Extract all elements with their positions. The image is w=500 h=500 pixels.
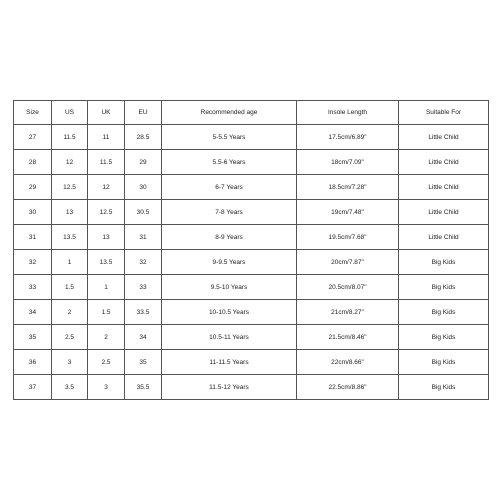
cell-recommended-age: 9.5-10 Years: [162, 275, 297, 300]
cell-insole-length: 18cm/7.09": [297, 150, 399, 175]
cell-suitable-for: Big Kids: [399, 250, 488, 275]
cell-insole-length: 20cm/7.87": [297, 250, 399, 275]
size-chart-table: [13, 100, 489, 400]
cell-us: 1: [52, 250, 88, 275]
cell-us: 2: [52, 300, 88, 325]
cell-us: 11.5: [52, 125, 88, 150]
cell-size: 35: [14, 325, 52, 350]
cell-insole-length: 22cm/8.66": [297, 350, 399, 375]
cell-us: 1.5: [52, 275, 88, 300]
cell-uk: 1: [88, 275, 125, 300]
cell-recommended-age: 5-5.5 Years: [162, 125, 297, 150]
header-suitable-for: Suitable For: [399, 101, 488, 125]
cell-size: 30: [14, 200, 52, 225]
header-row: [14, 101, 488, 125]
cell-size: 29: [14, 175, 52, 200]
cell-recommended-age: 10.5-11 Years: [162, 325, 297, 350]
cell-recommended-age: 8-9 Years: [162, 225, 297, 250]
cell-size: 28: [14, 150, 52, 175]
cell-uk: 2: [88, 325, 125, 350]
cell-eu: 35.5: [125, 375, 162, 399]
cell-eu: 33: [125, 275, 162, 300]
table-row: [14, 250, 488, 275]
cell-recommended-age: 9-9.5 Years: [162, 250, 297, 275]
cell-suitable-for: Little Child: [399, 125, 488, 150]
cell-uk: 1.5: [88, 300, 125, 325]
cell-uk: 2.5: [88, 350, 125, 375]
cell-eu: 30: [125, 175, 162, 200]
cell-eu: 28.5: [125, 125, 162, 150]
cell-recommended-age: 6-7 Years: [162, 175, 297, 200]
cell-insole-length: 20.5cm/8.07": [297, 275, 399, 300]
cell-suitable-for: Little Child: [399, 225, 488, 250]
cell-eu: 30.5: [125, 200, 162, 225]
cell-insole-length: 21cm/8.27": [297, 300, 399, 325]
cell-uk: 12: [88, 175, 125, 200]
header-us: US: [52, 101, 88, 125]
cell-eu: 32: [125, 250, 162, 275]
cell-size: 37: [14, 375, 52, 399]
cell-uk: 3: [88, 375, 125, 399]
cell-insole-length: 21.5cm/8.46": [297, 325, 399, 350]
cell-us: 2.5: [52, 325, 88, 350]
table-row: [14, 300, 488, 325]
cell-uk: 12.5: [88, 200, 125, 225]
cell-size: 34: [14, 300, 52, 325]
cell-us: 3: [52, 350, 88, 375]
cell-suitable-for: Little Child: [399, 200, 488, 225]
cell-size: 27: [14, 125, 52, 150]
table-row: [14, 275, 488, 300]
cell-suitable-for: Little Child: [399, 175, 488, 200]
table-row: [14, 225, 488, 250]
cell-suitable-for: Big Kids: [399, 275, 488, 300]
cell-us: 3.5: [52, 375, 88, 399]
cell-us: 13: [52, 200, 88, 225]
cell-recommended-age: 7-8 Years: [162, 200, 297, 225]
header-recommended-age: Recommended age: [162, 101, 297, 125]
cell-eu: 31: [125, 225, 162, 250]
cell-suitable-for: Big Kids: [431, 383, 456, 391]
cell-insole-length: 19cm/7.48": [297, 200, 399, 225]
cell-eu: 35: [125, 350, 162, 375]
cell-us: 12.5: [52, 175, 88, 200]
cell-insole-length: 18.5cm/7.28": [297, 175, 399, 200]
cell-suitable-for: Little Child: [399, 150, 488, 175]
cell-size: 32: [14, 250, 52, 275]
cell-eu: 34: [125, 325, 162, 350]
cell-recommended-age: 11-11.5 Years: [162, 350, 297, 375]
cell-insole-length: 19.5cm/7.68": [297, 225, 399, 250]
header-size: Size: [14, 101, 52, 125]
cell-uk: 13: [88, 225, 125, 250]
cell-recommended-age: 11.5-12 Years: [162, 375, 297, 399]
cell-size: 31: [14, 225, 52, 250]
table-row: [14, 200, 488, 225]
cell-eu: 29: [125, 150, 162, 175]
header-uk: UK: [88, 101, 125, 125]
cell-insole-length: 17.5cm/6.89": [297, 125, 399, 150]
header-eu: EU: [125, 101, 162, 125]
header-insole-length: Insole Length: [297, 101, 399, 125]
table-row: [14, 350, 488, 375]
table-row: [14, 175, 488, 200]
table-row: [14, 150, 488, 175]
cell-uk: 11.5: [88, 150, 125, 175]
cell-recommended-age: 10-10.5 Years: [162, 300, 297, 325]
cell-size: 33: [14, 275, 52, 300]
cell-suitable-for: Big Kids: [399, 350, 488, 375]
cell-suitable-for: Big Kids: [399, 300, 488, 325]
table-row: [14, 375, 488, 399]
cell-uk: 11: [88, 125, 125, 150]
cell-eu: 33.5: [125, 300, 162, 325]
table-row: [14, 125, 488, 150]
cell-insole-length: 22.5cm/8.86": [297, 375, 399, 399]
cell-us: 13.5: [52, 225, 88, 250]
cell-us: 12: [52, 150, 88, 175]
cell-suitable-for: Big Kids: [399, 325, 488, 350]
cell-size: 36: [14, 350, 52, 375]
cell-uk: 13.5: [88, 250, 125, 275]
cell-recommended-age: 5.5-6 Years: [162, 150, 297, 175]
table-row: [14, 325, 488, 350]
